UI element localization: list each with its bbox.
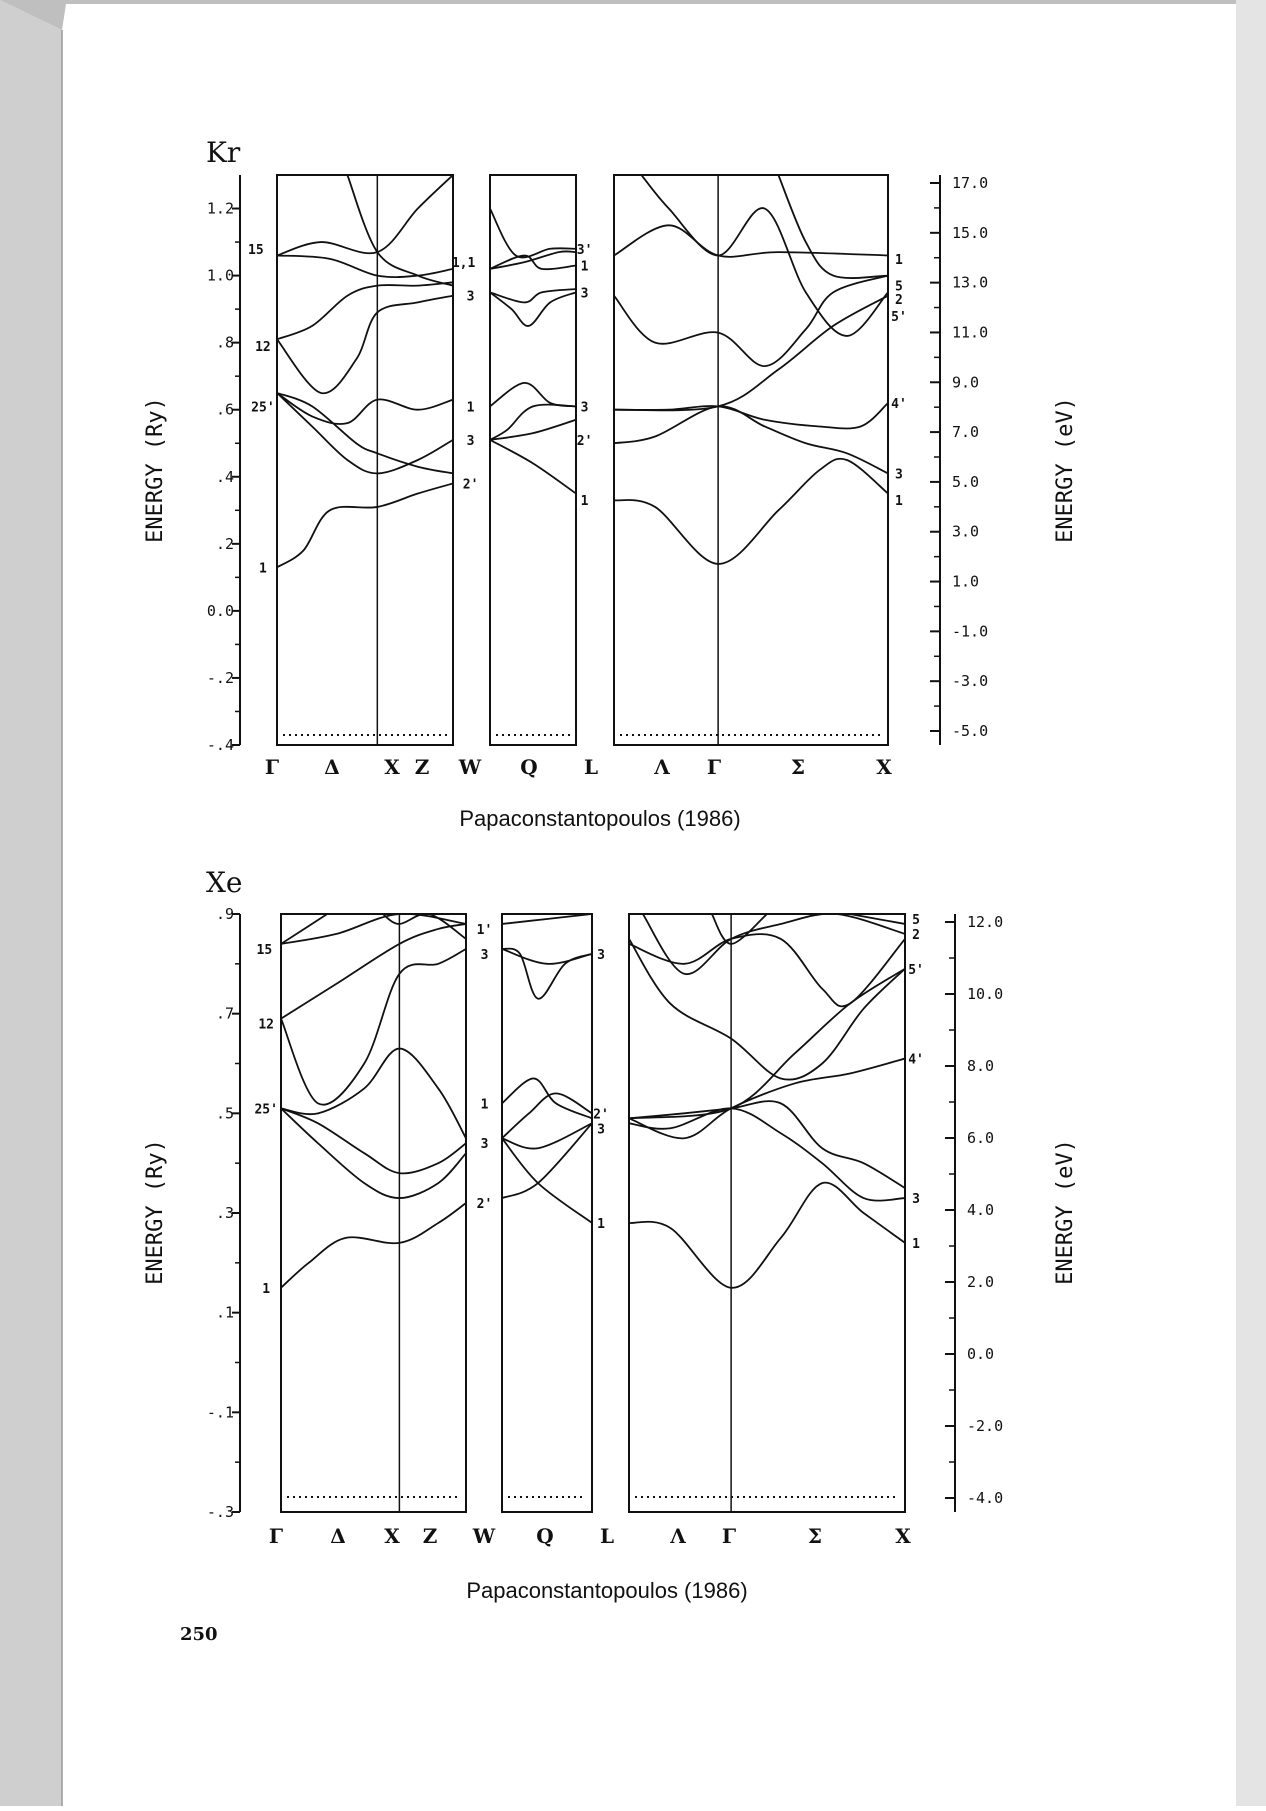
y-tick-label-right: 10.0 <box>967 985 1004 1003</box>
band-symmetry-label: 4' <box>891 397 907 412</box>
band-panels <box>254 913 923 1512</box>
energy-band-curve <box>281 924 466 1019</box>
energy-band-curve <box>643 914 905 974</box>
chart-caption: Papaconstantopoulos (1986) <box>466 1578 748 1603</box>
band-symmetry-label: 1 <box>597 1216 605 1232</box>
y-tick-label-left: -.1 <box>206 1403 234 1422</box>
energy-band-curve <box>281 1108 466 1198</box>
energy-band-curve <box>281 949 466 1105</box>
y-axis-label-right <box>1053 397 1078 543</box>
x-axis-point-label: Z <box>414 755 430 779</box>
chart-title: Kr <box>206 136 241 169</box>
band-symmetry-label: 5 <box>895 279 903 295</box>
energy-band-curve <box>502 949 592 999</box>
y-axis-label-right-text: ENERGY (eV) <box>1053 1139 1078 1285</box>
band-symmetry-label: 1 <box>912 1236 920 1252</box>
y-tick-label-right: 12.0 <box>967 913 1004 931</box>
energy-band-curve <box>778 175 888 278</box>
y-tick-label-left: .8 <box>215 333 234 352</box>
energy-bands <box>490 209 576 494</box>
energy-band-curve <box>629 1108 905 1200</box>
energy-band-curve <box>490 405 576 440</box>
y-tick-label-right: -4.0 <box>967 1489 1004 1507</box>
y-axis-label-left <box>143 397 168 543</box>
band-symmetry-label: 3 <box>480 947 489 963</box>
y-tick-label-right: 13.0 <box>952 273 989 292</box>
y-tick-label-right: 4.0 <box>967 1201 995 1219</box>
y-tick-label-left: -.3 <box>206 1503 234 1521</box>
band-symmetry-label: 3 <box>912 1192 920 1208</box>
band-symmetry-label: 1' <box>476 922 493 938</box>
energy-band-curve <box>490 209 576 258</box>
x-axis-point-label: Γ <box>706 755 722 779</box>
y-tick-label-right: 8.0 <box>967 1057 995 1075</box>
band-symmetry-label: 2' <box>593 1107 609 1123</box>
energy-bands <box>614 175 888 564</box>
band-symmetry-label: 1,1 <box>451 256 476 272</box>
band-symmetry-label: 3 <box>480 1137 489 1153</box>
y-tick-label-right: -3.0 <box>952 672 989 691</box>
y-tick-label-right: 0.0 <box>967 1345 995 1363</box>
band-panel <box>248 175 478 745</box>
energy-band-curve <box>277 175 453 255</box>
energy-band-curve <box>629 1101 905 1188</box>
x-axis-point-label: Γ <box>268 1524 284 1548</box>
y-tick-label-right: -1.0 <box>952 622 989 641</box>
energy-band-curve <box>614 459 888 564</box>
x-axis-point-label: Δ <box>324 755 340 779</box>
x-axis-point-label: Σ <box>807 1524 823 1548</box>
energy-band-curve <box>502 1123 592 1198</box>
y-tick-label-left: -.4 <box>206 736 234 754</box>
band-symmetry-label: 1 <box>466 400 475 416</box>
panel-frame <box>277 175 453 745</box>
band-panel <box>502 914 609 1512</box>
band-symmetry-label: 1 <box>580 259 589 275</box>
energy-bands <box>502 914 592 1223</box>
energy-band-curve <box>614 276 888 367</box>
chart-caption: Papaconstantopoulos (1986) <box>459 806 741 831</box>
band-symmetry-label: 1 <box>480 1097 489 1113</box>
y-tick-label-left: .4 <box>215 467 234 486</box>
band-symmetry-label: 15 <box>256 942 273 958</box>
energy-band-curve <box>277 255 453 277</box>
energy-band-curve <box>614 296 888 411</box>
x-axis-point-label: X <box>384 1524 400 1548</box>
book-spine <box>0 0 62 1806</box>
band-symmetry-label: 3 <box>580 286 589 302</box>
energy-bands <box>629 914 905 1288</box>
band-symmetry-label: 3 <box>580 400 589 416</box>
y-tick-label-left: -.2 <box>206 668 234 687</box>
band-panels <box>248 175 907 745</box>
y-axis-right <box>930 174 988 745</box>
x-axis-point-label: X <box>895 1524 911 1548</box>
x-axis-point-label: Σ <box>790 755 806 779</box>
y-axis-label-right <box>1053 1139 1078 1285</box>
energy-band-curve <box>641 175 888 336</box>
kr-band-structure-chart <box>143 136 1078 831</box>
x-axis-point-label: L <box>599 1524 615 1548</box>
energy-band-curve <box>281 1108 466 1173</box>
band-symmetry-label: 1 <box>262 1281 271 1297</box>
energy-band-curve <box>490 420 576 440</box>
energy-band-curve <box>614 403 888 428</box>
band-symmetry-label: 1 <box>259 561 267 577</box>
band-symmetry-label: 3' <box>576 242 593 258</box>
y-tick-label-left: 0.0 <box>206 601 234 620</box>
band-symmetry-label: 1 <box>895 494 903 510</box>
x-axis-point-label: W <box>472 1524 496 1548</box>
y-tick-label-right: 3.0 <box>952 522 980 541</box>
y-tick-label-right: 17.0 <box>952 174 989 192</box>
y-tick-label-left: 1.2 <box>206 199 234 218</box>
band-symmetry-label: 2' <box>462 477 479 493</box>
band-symmetry-label: 1 <box>580 494 589 510</box>
energy-band-curve <box>502 1138 592 1223</box>
y-tick-label-right: -5.0 <box>952 722 989 740</box>
energy-band-curve <box>490 251 576 269</box>
band-symmetry-label: 12 <box>258 1017 275 1033</box>
band-symmetry-label: 5 <box>912 912 920 928</box>
band-symmetry-label: 4' <box>908 1052 924 1068</box>
band-panel <box>614 175 907 745</box>
y-tick-label-left: .6 <box>215 400 234 419</box>
y-tick-label-right: 6.0 <box>967 1129 995 1147</box>
band-symmetry-label: 3 <box>895 467 903 483</box>
energy-band-curve <box>502 914 592 924</box>
energy-band-curve <box>277 393 453 473</box>
band-symmetry-label: 5' <box>908 962 924 978</box>
energy-band-curve <box>502 1093 592 1138</box>
y-axis-label-left-text: ENERGY (Ry) <box>143 1139 168 1285</box>
energy-band-curve <box>277 393 453 473</box>
energy-band-curve <box>502 1078 592 1118</box>
x-axis-point-label: W <box>458 755 482 779</box>
y-axis-left <box>207 175 240 754</box>
energy-band-curve <box>490 383 576 406</box>
band-symmetry-label: 3 <box>466 289 475 305</box>
y-tick-label-right: 7.0 <box>952 423 980 442</box>
y-tick-label-left: .1 <box>215 1303 234 1322</box>
band-panel <box>254 914 492 1512</box>
y-tick-label-left: .7 <box>215 1004 234 1023</box>
x-axis-point-label: Q <box>520 755 538 779</box>
y-tick-label-right: 11.0 <box>952 323 989 342</box>
book-top-edge <box>0 0 1266 30</box>
y-tick-label-right: 5.0 <box>952 472 980 491</box>
y-tick-label-right: 2.0 <box>967 1273 995 1291</box>
y-tick-label-right: 9.0 <box>952 373 980 392</box>
x-axis-point-label: Δ <box>330 1524 346 1548</box>
energy-bands <box>277 175 453 567</box>
band-panel <box>629 913 924 1512</box>
y-axis-right <box>945 913 1003 1512</box>
band-symmetry-label: 2' <box>576 433 593 449</box>
panel-frame <box>281 914 466 1512</box>
energy-band-curve <box>277 282 453 339</box>
y-axis-label-right-text: ENERGY (eV) <box>1053 397 1078 543</box>
x-axis-point-label: X <box>384 755 400 779</box>
y-tick-label-right: 1.0 <box>952 572 980 591</box>
band-symmetry-label: 2 <box>912 927 920 943</box>
band-symmetry-label: 2' <box>476 1197 493 1213</box>
x-axis-point-label: X <box>876 755 892 779</box>
y-tick-label-left: 1.0 <box>206 266 234 285</box>
band-symmetry-label: 15 <box>248 242 264 258</box>
x-axis-point-label: Λ <box>654 755 670 779</box>
energy-band-curve <box>281 1203 466 1288</box>
band-panel <box>490 175 592 745</box>
energy-band-curve <box>502 1123 592 1148</box>
y-axis-left <box>207 905 240 1521</box>
xe-band-structure-chart <box>143 866 1078 1603</box>
energy-band-curve <box>277 296 453 394</box>
y-tick-label-left: .5 <box>215 1104 234 1123</box>
y-tick-label-right: -2.0 <box>967 1417 1004 1435</box>
band-symmetry-label: 1 <box>895 252 903 268</box>
band-symmetry-label: 3 <box>597 947 605 963</box>
energy-band-curve <box>277 483 453 567</box>
y-tick-label-left: .9 <box>215 905 234 923</box>
x-axis-point-label: Z <box>422 1524 438 1548</box>
band-symmetry-label: 5' <box>891 309 907 325</box>
y-tick-label-left: .2 <box>215 534 234 553</box>
page-number: 250 <box>180 1624 218 1645</box>
y-tick-label-right: 15.0 <box>952 223 989 242</box>
band-symmetry-label: 25' <box>251 400 275 416</box>
y-axis-label-left-text: ENERGY (Ry) <box>143 397 168 543</box>
chart-title: Xe <box>206 866 243 899</box>
band-symmetry-label: 12 <box>255 340 271 355</box>
y-axis-label-left <box>143 1139 168 1285</box>
energy-band-curve <box>614 225 888 257</box>
x-axis-point-label: Q <box>536 1524 554 1548</box>
energy-band-curve <box>490 440 576 494</box>
band-symmetry-label: 3 <box>466 433 475 449</box>
x-axis-point-label: Γ <box>264 755 280 779</box>
y-tick-label-left: .3 <box>215 1204 234 1222</box>
x-axis-point-label: Λ <box>670 1524 686 1548</box>
right-page-shadow <box>1236 0 1266 1806</box>
energy-bands <box>281 914 466 1288</box>
x-axis-point-label: L <box>583 755 599 779</box>
energy-band-curve <box>629 934 905 1006</box>
band-symmetry-label: 25' <box>254 1102 278 1118</box>
band-symmetry-label: 2 <box>895 293 903 309</box>
x-axis-point-label: Γ <box>721 1524 737 1548</box>
band-symmetry-label: 3 <box>597 1122 605 1138</box>
